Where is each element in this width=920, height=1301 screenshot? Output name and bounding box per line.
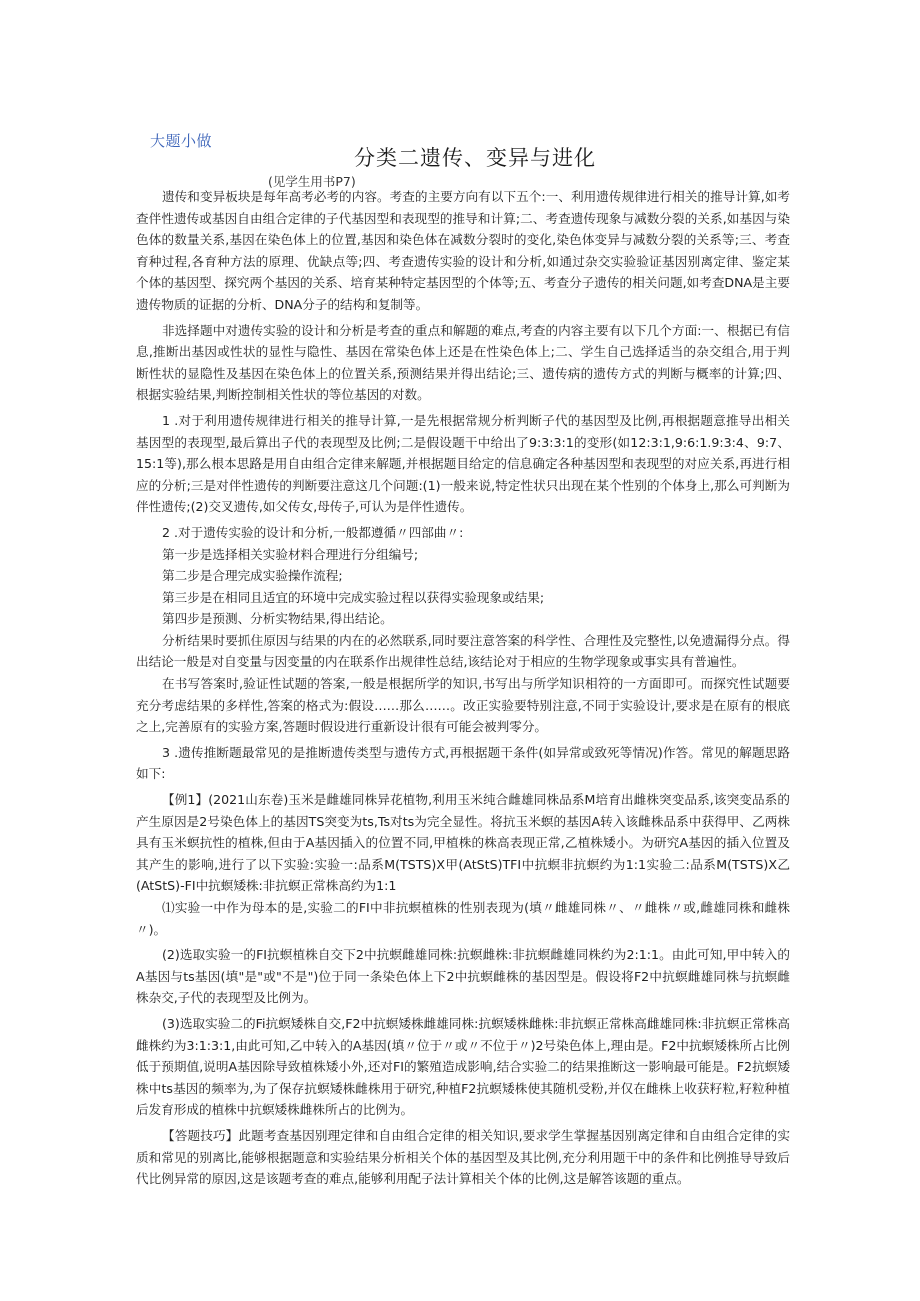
document-body [136, 186, 790, 1190]
question-3: (3)选取实验二的Fi抗螟矮株自交,F2中抗螟矮株雌雄同株:抗螟矮株雌株:非抗螟正常株高雌雄同株:非抗螟正常株高雌株约为3:1:3:1,由此可知,乙中转入的A基因(填〃位于〃或〃不位于〃)2号染色体上,理由是。F2中抗螟矮株所占比例低于预期值,说明A基因除导致植株矮小外,还对FI的繁殖造成影响,结合实验二的结果推断这一影响最可能是。F2抗螟矮株中ts基因的频率为,为了保存抗螟矮株雌株用于研究,种植F2抗螟矮株使其随机受粉,并仅在雌株上收获籽粒,籽粒种植后发育形成的植株中抗螟矮株雌株所占的比例为。 [136, 1015, 790, 1118]
question-1: ⑴实验一中作为母本的是,实验二的FI中非抗螟植株的性别表现为(填〃雌雄同株〃、〃雌株〃或,雌雄同株和雌株〃)。 [136, 900, 790, 937]
step-2-text: 第二步是合理完成实验操作流程; [162, 568, 343, 584]
point-2-paragraph: 2 .对于遗传实验的设计和分析,一般都遵循〃四部曲〃: [162, 524, 464, 540]
answer-paragraph: 在书写答案时,验证性试题的答案,一般是根据所学的知识,书写出与所学知识相符的一方面即可。而探究性试题要充分考虑结果的多样性,答案的格式为:假设……那么……。改正实验要特别注意,不同于实验设计,要求是在原有的根底之上,完善原有的实验方案,答题时假设进行重新设计很有可能会被判零分。 [136, 676, 790, 735]
section-tag: 大题小做 [150, 132, 213, 150]
question-2: (2)选取实验一的FI抗螟植株自交下2中抗螟雌雄同株:抗螟雌株:非抗螟雌雄同株约为2:1:1。由此可知,甲中转入的A基因与ts基因(填"是"或"不是")位于同一条染色体上下2中抗螟雌株的基因型是。假设将F2中抗螟雌雄同株与抗螟雌株杂交,子代的表现型及比例为。 [136, 947, 790, 1006]
analysis-paragraph: 分析结果时要抓住原因与结果的内在的必然联系,同时要注意答案的科学性、合理性及完整性,以免遗漏得分点。得出结论一般是对自变量与因变量的内在联系作出规律性总结,该结论对于相应的生物学现象或事实具有普遍性。 [136, 632, 790, 670]
point-3-paragraph: 3 .遗传推断题最常见的是推断遗传类型与遗传方式,再根据题干条件(如异常或致死等情况)作答。常见的解题思路如下: [136, 744, 790, 782]
example-1-paragraph: 【例1】(2021山东卷)玉米是雌雄同株异花植物,利用玉米纯合雌雄同株品系M培育出雌株突变品系,该突变品系的产生原因是2号染色体上的基因TS突变为ts,Ts对ts为完全显性。将抗玉米螟的基因A转入该雌株品系中获得甲、乙两株具有玉米螟抗性的植株,但由于A基因插入的位置不同,甲植株的株高表现正常,乙植株矮小。为研究A基因的插入位置及其产生的影响,进行了以下实验:实验一:品系M(TSTS)X甲(AtStS)TFI中抗螟非抗螟约为1:1实验二:品系M(TSTS)X乙(AtStS)-FI中抗螟矮株:非抗螟正常株高约为1:1 [136, 792, 790, 894]
answer-tips-paragraph: 【答题技巧】此题考查基因别理定律和自由组合定律的相关知识,要求学生掌握基因别离定律和自由组合定律的实质和常见的别离比,能够根据题意和实验结果分析相关个体的基因型及其比例,充分利用题干中的条件和比例推导导致后代比例异常的原因,这是该题考查的难点,能够利用配子法计算相关个体的比例,这是解答该题的重点。 [136, 1127, 790, 1187]
book-reference: (见学生用书P7) [268, 174, 356, 189]
step-3-text: 第三步是在相同且适宜的环境中完成实验过程以获得实验现象或结果; [162, 589, 545, 605]
page-title: 分类二遗传、变异与进化 [354, 146, 596, 170]
step-1-text: 第一步是选择相关实验材料合理进行分组编号; [162, 546, 419, 562]
intro-paragraph-2: 非选择题中对遗传实验的设计和分析是考查的重点和解题的难点,考查的内容主要有以下几个方面:一、根据已有信息,推断出基因或性状的显性与隐性、基因在常染色体上还是在性染色体上;二、学生自己选择适当的杂交组合,用于判断性状的显隐性及基因在染色体上的位置关系,预测结果并得出结论;三、遗传病的遗传方式的判断与概率的计算;四、根据实验结果,判断控制相关性状的等位基因的对数。 [136, 322, 790, 403]
point-1-paragraph: 1 .对于利用遗传规律进行相关的推导计算,一是先根据常规分析判断子代的基因型及比例,再根据题意推导出相关基因型的表现型,最后算出子代的表现型及比例;二是假设题干中给出了9:3:3:1的变形(如12:3:1,9:6:1.9:3:4、9:7、15:1等),那么根本思路是用自由组合定律来解题,并根据题目给定的信息确定各种基因型和表现型的对应关系,再进行相应的分析;三是对伴性遗传的判断要注意这几个问题:(1)一般来说,特定性状只出现在某个性别的个体身上,那么可判断为伴性遗传;(2)交叉遗传,如父传女,母传子,可认为是伴性遗传。 [136, 412, 790, 515]
step-4-text: 第四步是预测、分析实物结果,得出结论。 [162, 611, 393, 627]
intro-paragraph-1: 遗传和变异板块是每年高考必考的内容。考查的主要方向有以下五个:一、利用遗传规律进行相关的推导计算,如考查伴性遗传或基因自由组合定律的子代基因型和表现型的推导和计算;二、考查遗传现象与减数分裂的关系,如基因与染色体的数量关系,基因在染色体上的位置,基因和染色体在减数分裂时的变化,染色体变异与减数分裂的关系等;三、考查育种过程,各育种方法的原理、优缺点等;四、考查遗传实验的设计和分析,如通过杂交实验验证基因别离定律、鉴定某个体的基因型、探究两个基因的关系、培育某种特定基因型的个体等;五、考查分子遗传的相关问题,如考查DNA是主要遗传物质的证据的分析、DNA分子的结构和复制等。 [136, 189, 790, 312]
